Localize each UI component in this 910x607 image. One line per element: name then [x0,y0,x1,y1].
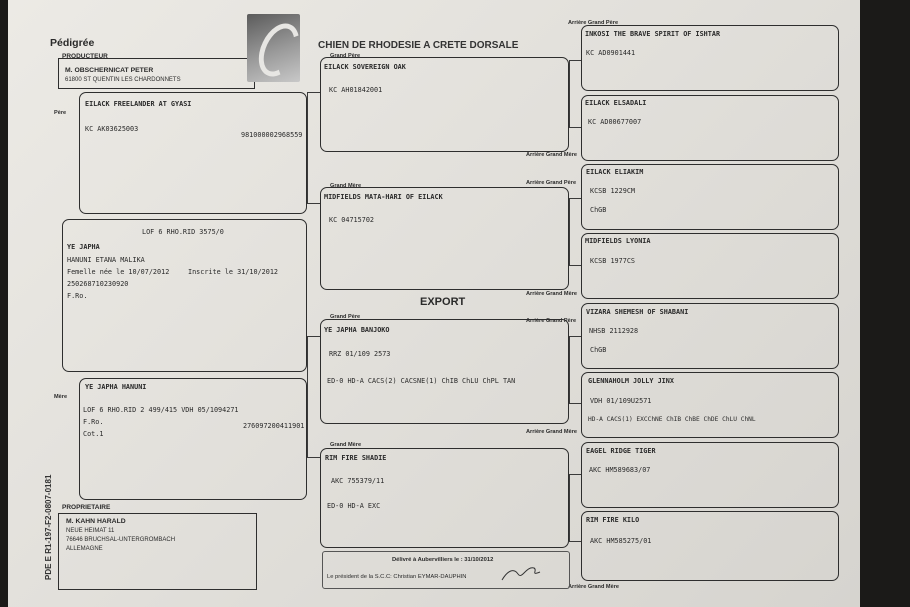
gm-label-2: Grand Mère [330,442,362,448]
club-logo [247,14,300,82]
agm-label-3: Arrière Grand Mère [526,429,577,435]
grandparent-3-reg: RRZ 01/109 2573 [329,350,391,358]
issuance-signatory: Le président de la S.C.C: Christian EYMAR-DAUPHIN [327,574,467,580]
producteur-address: 61800 ST QUENTIN LES CHARDONNETS [65,77,181,83]
dam-connector [307,336,320,458]
great-grandparent-8-reg: AKC HM585275/01 [590,537,652,545]
owner-line1: NEUE HEIMAT 11 [66,528,115,534]
great-grandparent-4-reg: KCSB 1977CS [590,257,636,265]
gp-label-2: Grand Père [330,314,361,320]
subject-inscription: Inscrite le 31/10/2012 [188,268,279,276]
agm-label-2: Arrière Grand Mère [526,291,577,297]
sire-reg: KC AK03625003 [85,125,139,133]
subject-name: YE JAPHA [67,243,100,251]
grandparent-box-1 [320,57,569,152]
grandparent-box-4 [320,448,569,548]
grandparent-4-reg: AKC 755379/11 [331,477,385,485]
dam-cot: Cot.1 [83,430,104,438]
pere-label: Père [54,110,67,116]
owner-name: M. KAHN HARALD [66,518,126,525]
sire-connector [307,92,320,204]
subject-lof: LOF 6 RHO.RID 3575/0 [142,228,224,236]
great-grandparent-7-reg: AKC HM589683/07 [589,466,651,474]
agm-label-4: Arrière Grand Mère [568,584,619,590]
great-grandparent-3-title: ChGB [590,206,607,214]
great-grandparent-1-name: INKOSI THE BRAVE SPIRIT OF ISHTAR [585,30,721,38]
grandparent-3-titles: ED-0 HD-A CACS(2) CACSNE(1) ChIB ChLU ChPL TAN [327,377,516,385]
dam-box [79,378,307,500]
great-grandparent-1-reg: KC AD0901441 [586,49,636,57]
great-grandparent-5-reg: NHSB 2112928 [589,327,639,335]
great-grandparent-6-reg: VDH 01/109U2571 [590,397,652,405]
great-grandparent-8-name: RIM FIRE KILO [586,516,640,524]
great-grandparent-5-name: VIZARA SHEMESH OF SHABANI [586,308,689,316]
subject-box [62,219,307,372]
breed-title: CHIEN DE RHODESIE A CRETE DORSALE [318,40,519,51]
grandparent-1-reg: KC AH01842001 [329,86,383,94]
agp-label-1: Arrière Grand Père [568,20,619,26]
gp-label-1: Grand Père [330,53,361,59]
agm-label-1: Arrière Grand Mère [526,152,577,158]
dam-chip: 276097200411901 [243,422,305,430]
subject-birth: Femelle née le 10/07/2012 [67,268,170,276]
great-grandparent-2-reg: KC AD00677007 [588,118,642,126]
owner-line3: ALLEMAGNE [66,546,103,552]
great-grandparent-6-titles: HD-A CACS(1) EXCChNE ChIB ChBE ChDE ChLU ChNL [588,416,756,423]
great-grandparent-3-reg: KCSB 1229CM [590,187,636,195]
great-grandparent-7-name: EAGEL RIDGE TIGER [586,447,656,455]
producteur-name: M. OBSCHERNICAT PETER [65,67,154,74]
issuance-date: Délivré à Aubervilliers le : 31/10/2012 [392,557,494,563]
subject-color: F.Ro. [67,292,88,300]
gm-label-1: Grand Mère [330,183,362,189]
agp-label-2: Arrière Grand Père [526,180,577,186]
great-grandparent-4-name: MIDFIELDS LYONIA [585,237,651,245]
owner-line2: 76646 BRUCHSAL-UNTERGROMBACH [66,537,176,543]
proprietaire-label: PROPRIETAIRE [62,504,111,511]
sire-chip: 981000002968559 [241,131,303,139]
grandparent-4-titles: ED-0 HD-A EXC [327,502,381,510]
dam-color: F.Ro. [83,418,104,426]
great-grandparent-2-name: EILACK ELSADALI [585,99,647,107]
document-title: Pédigrée [50,37,95,49]
sire-name: EILACK FREELANDER AT GYASI [85,100,192,108]
grandparent-4-name: RIM FIRE SHADIE [325,454,387,462]
great-grandparent-6-name: GLENNAHOLM JOLLY JINX [588,377,674,385]
mere-label: Mère [54,394,68,400]
side-reference-code: PDE E R1-197-F2-0807-0181 [44,474,53,580]
grandparent-2-reg: KC 04715702 [329,216,375,224]
agp-label-3: Arrière Grand Père [526,318,577,324]
dam-reg: LOF 6 RHO.RID 2 499/415 VDH 05/1094271 [83,406,239,414]
great-grandparent-5-title: ChGB [590,346,607,354]
grandparent-2-name: MIDFIELDS MATA-HARI OF EILACK [324,193,443,201]
subject-subname: HANUNI ETANA MALIKA [67,256,145,264]
sire-box [79,92,307,214]
dam-name: YE JAPHA HANUNI [85,383,147,391]
grandparent-box-2 [320,187,569,290]
grandparent-1-name: EILACK SOVEREIGN OAK [324,63,406,71]
grandparent-box-3 [320,319,569,424]
producteur-label: PRODUCTEUR [62,53,108,60]
grandparent-3-name: YE JAPHA BANJOKO [324,326,390,334]
great-grandparent-3-name: EILACK ELIAKIM [586,168,644,176]
subject-chip: 250268710230920 [67,280,129,288]
signature-icon [500,562,542,584]
export-label: EXPORT [420,296,466,308]
